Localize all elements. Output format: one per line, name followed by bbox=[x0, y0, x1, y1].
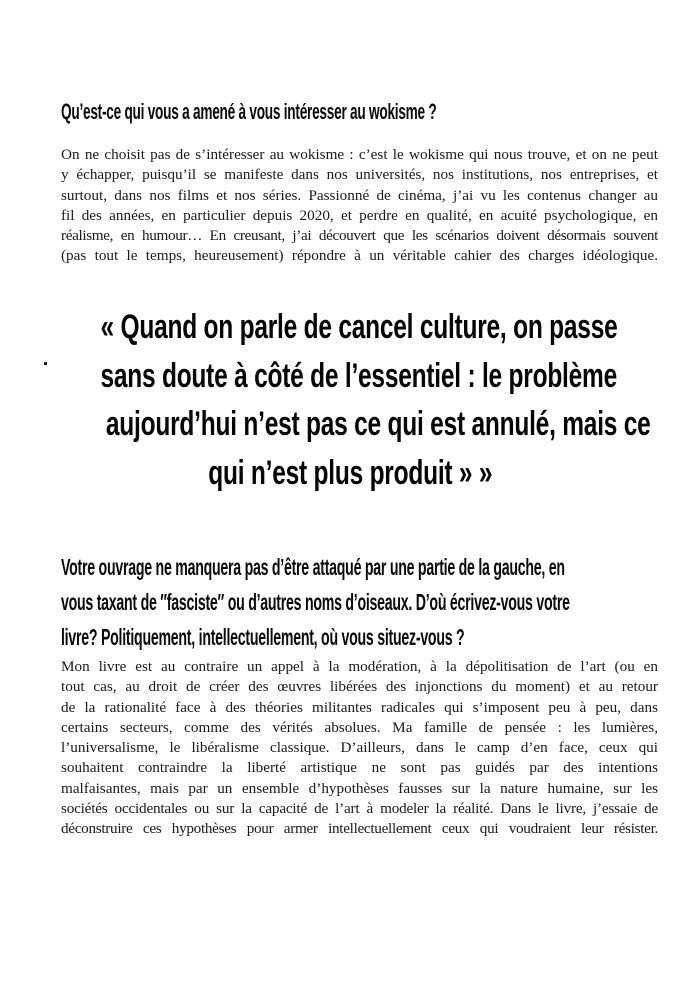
answer-1-line: fil des années, en particulier depuis 2020, et perdre en qualité, en acuité psychologique, en bbox=[61, 206, 658, 224]
answer-2-line: malfaisantes, mais par un ensemble d’hypothèses fausses sur la nature humaine, sur les bbox=[61, 779, 658, 797]
question-2-line: livre? Politiquement, intellectuellement, où vous situez-vous ? bbox=[61, 624, 465, 650]
answer-2-line: Mon livre est au contraire un appel à la modération, à la dépolitisation de l’art (ou en bbox=[61, 658, 658, 675]
question-2-line: Votre ouvrage ne manquera pas d’être attaqué par une partie de la gauche, en bbox=[61, 554, 565, 580]
answer-1-line: surtout, dans nos films et nos séries. Passionné de cinéma, j’ai vu les contenus changer au bbox=[61, 186, 658, 204]
answer-2-paragraph bbox=[61, 657, 658, 840]
answer-2-line: souhaitent contraindre la liberté artistique ne sont pas guidés par des intentions bbox=[61, 759, 658, 777]
answer-2-line: tout cas, au droit de créer des œuvres libérées des injonctions du moment) et au retour bbox=[61, 678, 658, 696]
pull-quote-line: « Quand on parle de cancel culture, on passe bbox=[100, 308, 618, 346]
pull-quote-line: aujourd’hui n’est pas ce qui est annulé, mais ce bbox=[105, 405, 651, 443]
question-2-heading bbox=[61, 550, 661, 655]
pull-quote-line: sans doute à côté de l’essentiel : le problème bbox=[100, 356, 617, 395]
answer-2-line: de la rationalité face à des théories militantes radicales qui s’imposent peu à peu, dans bbox=[61, 698, 658, 716]
answer-2-line: sociétés occidentales ou sur la capacité de l’art à modeler la réalité. Dans le livre, j’essaie de bbox=[61, 800, 658, 818]
answer-2-line: déconstruire ces hypothèses pour armer intellectuellement ceux qui voudraient leur résister. bbox=[61, 820, 658, 838]
answer-2-line: certains secteurs, comme des vérités absolues. Ma famille de pensée : les lumières, bbox=[61, 718, 658, 736]
answer-1-line: réalisme, en humour… En creusant, j’ai découvert que les scénarios doivent désormais souvent bbox=[61, 227, 658, 245]
answer-1-line: On ne choisit pas de s’intéresser au wokisme : c’est le wokisme qui nous trouve, et on ne peut bbox=[61, 146, 658, 163]
question-2-line: vous taxant de ″fasciste″ ou d’autres noms d’oiseaux. D’où écrivez-vous votre bbox=[61, 589, 570, 615]
answer-1-paragraph bbox=[61, 145, 658, 267]
question-1-heading bbox=[61, 97, 661, 127]
answer-1-line: y échapper, puisqu’il se manifeste dans nos universités, nos institutions, nos entreprises, et bbox=[61, 166, 658, 184]
answer-1-line: (pas tout le temps, heureusement) répondre à un véritable cahier des charges idéologique. bbox=[61, 247, 658, 265]
pull-quote-line: qui n’est plus produit » » bbox=[207, 453, 493, 492]
pull-quote bbox=[0, 303, 700, 497]
question-1-line: Qu’est-ce qui vous a amené à vous intéresser au wokisme ? bbox=[61, 99, 437, 124]
answer-2-line: l’universalisme, le libéralisme classique. D’ailleurs, dans le camp d’en face, ceux qui bbox=[61, 739, 658, 757]
